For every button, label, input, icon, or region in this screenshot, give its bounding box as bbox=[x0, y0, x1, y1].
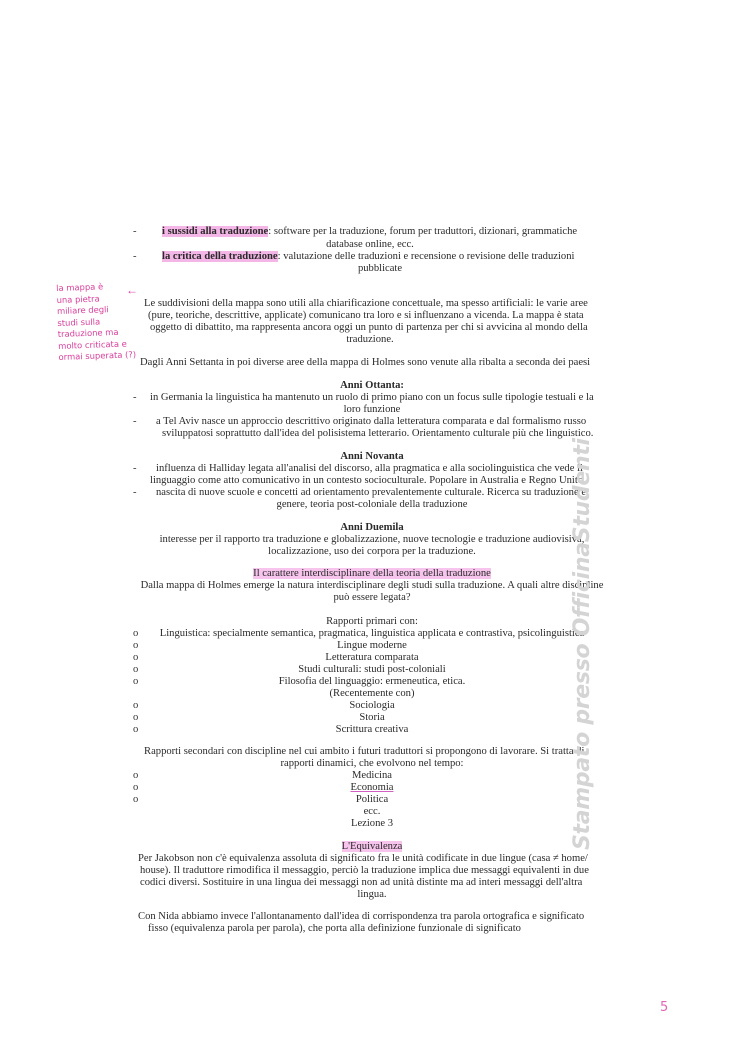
text-line: interesse per il rapporto tra traduzione e globalizzazione, nuove tecnologie e traduzione audiovisiva, bbox=[159, 534, 585, 545]
page-number: 5 bbox=[660, 1000, 669, 1015]
list-dash: - bbox=[133, 416, 137, 427]
section-heading: Anni Novanta bbox=[340, 451, 404, 462]
lesson-label: Lezione 3 bbox=[350, 818, 394, 829]
text-line: codici diversi. Sostituire in una lingua dei messaggi non ad unità distinte ma ad interi messaggi dell'altra bbox=[140, 877, 583, 888]
text-line: sviluppatosi soprattutto dall'idea del polisistema letterario. Orientamento culturale più che linguistico. bbox=[162, 428, 594, 439]
text-line: influenza di Halliday legata all'analisi del discorso, alla pragmatica e alla sociolinguistica che vede il bbox=[156, 463, 583, 474]
arrow-icon: ← bbox=[126, 283, 138, 297]
list-item: Filosofia del linguaggio: ermeneutica, etica. bbox=[278, 676, 466, 687]
text-line: linguaggio come atto comunicativo in un contesto socioculturale. Popolare in Australia e Regno Unito. bbox=[150, 475, 586, 486]
list-bullet: o bbox=[133, 724, 139, 735]
text-line: house). Il traduttore rimodifica il messaggio, perciò la traduzione implica due messaggi equivalenti in due bbox=[140, 865, 589, 876]
list-bullet: o bbox=[133, 700, 139, 711]
list-dash: - bbox=[133, 226, 137, 237]
highlighted-term: i sussidi alla traduzione bbox=[162, 226, 269, 237]
list-bullet: o bbox=[133, 664, 139, 675]
section-heading: Anni Ottanta: bbox=[340, 380, 404, 391]
text-line: lingua. bbox=[357, 889, 387, 900]
text-line: Rapporti primari con: bbox=[326, 616, 418, 627]
list-bullet: o bbox=[133, 652, 139, 663]
list-item: Scrittura creativa bbox=[335, 724, 409, 735]
list-item: Medicina bbox=[351, 770, 392, 781]
list-dash: - bbox=[133, 392, 137, 403]
list-dash: - bbox=[133, 463, 137, 474]
text-line: Per Jakobson non c'è equivalenza assoluta di significato fra le unità codificate in due lingue (casa ≠ home/ bbox=[138, 853, 588, 864]
text-line: Dagli Anni Settanta in poi diverse aree della mappa di Holmes sono venute alla ribalta a seconda dei paesi bbox=[140, 357, 591, 368]
text-line: fisso (equivalenza parola per parola), che porta alla definizione funzionale di significato bbox=[148, 923, 521, 934]
list-dash: - bbox=[133, 487, 137, 498]
text-line: database online, ecc. bbox=[326, 239, 414, 250]
text-line: traduzione. bbox=[346, 334, 394, 345]
list-bullet: o bbox=[133, 712, 139, 723]
text-line: a Tel Aviv nasce un approccio descrittivo originato dalla letteratura comparata e dal formalismo russo bbox=[156, 416, 587, 427]
list-item: Sociologia bbox=[349, 700, 395, 711]
text-line: pubblicate bbox=[357, 263, 403, 274]
section-title: Il carattere interdisciplinare della teoria della traduzione bbox=[253, 568, 491, 579]
section-title: L'Equivalenza bbox=[341, 841, 403, 852]
text-line: oggetto di dibattito, ma rappresenta ancora oggi un punto di partenza per chi si avvicina al mondo della bbox=[150, 322, 588, 333]
text-line: rapporti dinamici, che evolvono nel tempo: bbox=[280, 758, 464, 769]
list-bullet: o bbox=[133, 794, 139, 805]
text-line: Con Nida abbiamo invece l'allontanamento dall'idea di corrispondenza tra parola ortografica e significato bbox=[138, 911, 585, 922]
list-item-sussidi: i sussidi alla traduzione: software per la traduzione, forum per traduttori, dizionari, grammatiche bbox=[162, 226, 578, 237]
text-line: può essere legata? bbox=[333, 592, 411, 603]
text-line: nascita di nuove scuole e concetti ad orientamento prevalentemente culturale. Ricerca su traduzione e bbox=[156, 487, 587, 498]
list-bullet: o bbox=[133, 640, 139, 651]
text-line: (Recentemente con) bbox=[329, 688, 415, 699]
list-item: Politica bbox=[355, 794, 389, 805]
text-line: (pure, teoriche, descrittive, applicate) comunicano tra loro e si influenzano a vicenda. La mappa è stata bbox=[148, 310, 584, 321]
list-item: Studi culturali: studi post-coloniali bbox=[298, 664, 446, 675]
list-bullet: o bbox=[133, 782, 139, 793]
list-item-critica: la critica della traduzione: valutazione delle traduzioni e recensione o revisione delle traduzioni bbox=[162, 251, 575, 262]
text-line: localizzazione, uso dei corpora per la traduzione. bbox=[268, 546, 476, 557]
list-bullet: o bbox=[133, 628, 139, 639]
list-item: Lingue moderne bbox=[337, 640, 407, 651]
list-bullet: o bbox=[133, 676, 139, 687]
list-item: Linguistica: specialmente semantica, pragmatica, linguistica applicata e contrastiva, psicolinguistica bbox=[159, 628, 585, 639]
text-line: in Germania la linguistica ha mantenuto un ruolo di primo piano con un focus sulle tipologie testuali e la bbox=[150, 392, 594, 403]
watermark: Stampato presso OfficinaStudenti bbox=[570, 438, 595, 850]
list-item: Economia bbox=[350, 782, 394, 793]
text-line: genere, teoria post-coloniale della traduzione bbox=[276, 499, 468, 510]
section-heading: Anni Duemila bbox=[340, 522, 404, 533]
list-bullet: o bbox=[133, 770, 139, 781]
list-item: Storia bbox=[359, 712, 385, 723]
text-line: Dalla mappa di Holmes emerge la natura interdisciplinare degli studi sulla traduzione. A quali altre discipline bbox=[140, 580, 604, 591]
list-dash: - bbox=[133, 251, 137, 262]
text-line: ecc. bbox=[363, 806, 381, 817]
text-line: Le suddivisioni della mappa sono utili alla chiarificazione concettuale, ma spesso artificiali: le varie aree bbox=[144, 298, 588, 309]
text-line: Rapporti secondari con discipline nel cui ambito i futuri traduttori si propongono di lavorare. Si tratta di bbox=[144, 746, 585, 757]
list-item: Letteratura comparata bbox=[325, 652, 419, 663]
highlighted-term: la critica della traduzione bbox=[162, 251, 278, 262]
text-line: loro funzione bbox=[343, 404, 401, 415]
handwritten-margin-note: la mappa è una pietra miliare degli studi sulla traduzione ma molto criticata e ormai superata (?) bbox=[56, 281, 137, 362]
